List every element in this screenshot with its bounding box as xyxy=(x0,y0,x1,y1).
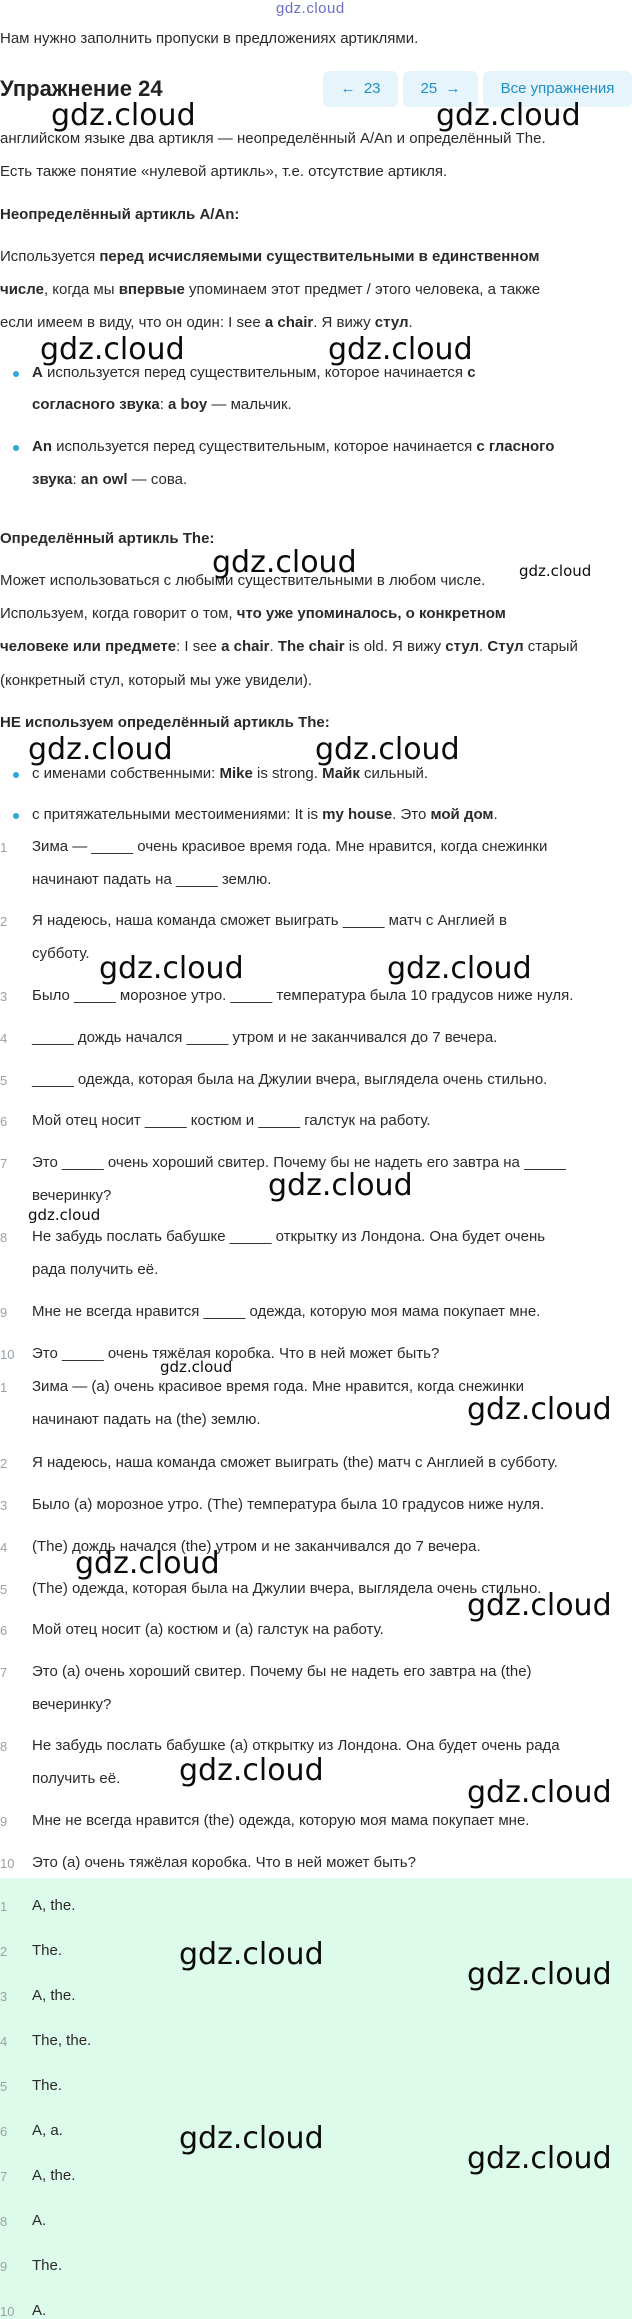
theory-paragraph: английском языке два артикля — неопределённый A/An и определённый The. xyxy=(0,130,546,147)
all-exercises-button[interactable]: Все упражнения xyxy=(483,71,632,107)
task-number: 6 xyxy=(0,1114,8,1129)
filled-text: получить её. xyxy=(32,1770,121,1787)
theory-paragraph: если имеем в виду, что он один: I see a chair. Я вижу стул. xyxy=(0,314,413,331)
answer-text: The. xyxy=(32,2257,63,2274)
watermark: gdz.cloud xyxy=(436,98,581,133)
task-text: Это _____ очень тяжёлая коробка. Что в ней может быть? xyxy=(32,1345,440,1362)
answer-number: 10 xyxy=(0,2304,15,2319)
answer-text: A, the. xyxy=(32,2167,76,2184)
bullet-dot xyxy=(13,445,19,451)
watermark: gdz.cloud xyxy=(179,2121,324,2156)
watermark: gdz.cloud xyxy=(212,545,357,580)
answer-number: 1 xyxy=(0,1899,8,1914)
task-text: Я надеюсь, наша команда сможет выиграть _____ матч с Англией в xyxy=(32,912,507,929)
task-text: _____ одежда, которая была на Джулии вчера, выглядела очень стильно. xyxy=(32,1071,548,1088)
prev-exercise-label: 23 xyxy=(363,80,381,97)
filled-text: Мне не всегда нравится (the) одежда, которую моя мама покупает мне. xyxy=(32,1812,530,1829)
no-definite-article-heading: НЕ используем определённый артикль The: xyxy=(0,714,330,731)
task-number: 1 xyxy=(0,840,8,855)
answer-text: A. xyxy=(32,2302,47,2319)
watermark: gdz.cloud xyxy=(387,951,532,986)
filled-number: 7 xyxy=(0,1665,8,1680)
answer-text: The, the. xyxy=(32,2032,92,2049)
watermark: gdz.cloud xyxy=(467,2141,612,2176)
watermark: gdz.cloud xyxy=(467,1957,612,1992)
task-text: субботу. xyxy=(32,945,90,962)
watermark: gdz.cloud xyxy=(467,1775,612,1810)
bullet-text: A используется перед существительным, которое начинается с xyxy=(32,364,476,381)
watermark: gdz.cloud xyxy=(28,1206,101,1224)
task-number: 7 xyxy=(0,1156,8,1171)
answer-text: A, the. xyxy=(32,1987,76,2004)
theory-paragraph: Используем, когда говорит о том, что уже упоминалось, о конкретном xyxy=(0,605,506,622)
answer-number: 2 xyxy=(0,1944,8,1959)
answer-number: 3 xyxy=(0,1989,8,2004)
answers-panel xyxy=(0,1878,632,2319)
filled-text: вечеринку? xyxy=(32,1696,112,1713)
answer-text: A, a. xyxy=(32,2122,63,2139)
bullet-text: с именами собственными: Mike is strong. Майк сильный. xyxy=(32,765,429,782)
filled-number: 8 xyxy=(0,1739,8,1754)
filled-text: Зима — (a) очень красивое время года. Мне нравится, когда снежинки xyxy=(32,1378,524,1395)
task-number: 9 xyxy=(0,1305,8,1320)
prev-exercise-button[interactable] xyxy=(323,71,398,107)
theory-paragraph: числе, когда мы впервые упоминаем этот предмет / этого человека, а также xyxy=(0,281,541,298)
watermark: gdz.cloud xyxy=(467,1392,612,1427)
bullet-dot xyxy=(13,772,19,778)
watermark: gdz.cloud xyxy=(179,1753,324,1788)
task-text: начинают падать на _____ землю. xyxy=(32,871,272,888)
watermark: gdz.cloud xyxy=(467,1588,612,1623)
filled-text: начинают падать на (the) землю. xyxy=(32,1411,261,1428)
task-text: Это _____ очень хороший свитер. Почему бы не надеть его завтра на _____ xyxy=(32,1154,566,1171)
task-number: 10 xyxy=(0,1347,15,1362)
watermark: gdz.cloud xyxy=(519,562,592,580)
answer-number: 9 xyxy=(0,2259,8,2274)
task-text: Мой отец носит _____ костюм и _____ галстук на работу. xyxy=(32,1112,431,1129)
task-number: 4 xyxy=(0,1031,8,1046)
watermark: gdz.cloud xyxy=(28,732,173,767)
filled-number: 9 xyxy=(0,1814,8,1829)
task-text: Зима — _____ очень красивое время года. Мне нравится, когда снежинки xyxy=(32,838,548,855)
indefinite-article-heading: Неопределённый артикль A/An: xyxy=(0,206,240,223)
bullet-text: с притяжательными местоимениями: It is my house. Это мой дом. xyxy=(32,806,498,823)
filled-text: Мой отец носит (a) костюм и (a) галстук на работу. xyxy=(32,1621,384,1638)
answer-text: A. xyxy=(32,2212,47,2229)
filled-number: 1 xyxy=(0,1380,8,1395)
task-number: 5 xyxy=(0,1073,8,1088)
watermark: gdz.cloud xyxy=(40,332,185,367)
filled-number: 10 xyxy=(0,1856,15,1871)
task-text: рада получить её. xyxy=(32,1261,159,1278)
bullet-dot xyxy=(13,813,19,819)
answer-number: 7 xyxy=(0,2169,8,2184)
filled-text: Я надеюсь, наша команда сможет выиграть (the) матч с Англией в субботу. xyxy=(32,1454,558,1471)
theory-paragraph: Есть также понятие «нулевой артикль», т.е. отсутствие артикля. xyxy=(0,163,448,180)
filled-text: Это (a) очень тяжёлая коробка. Что в ней может быть? xyxy=(32,1854,416,1871)
task-text: _____ дождь начался _____ утром и не заканчивался до 7 вечера. xyxy=(32,1029,498,1046)
filled-number: 5 xyxy=(0,1582,8,1597)
task-number: 8 xyxy=(0,1230,8,1245)
theory-paragraph: (конкретный стул, который мы уже увидели). xyxy=(0,672,313,689)
filled-text: Это (a) очень хороший свитер. Почему бы не надеть его завтра на (the) xyxy=(32,1663,532,1680)
filled-text: (The) дождь начался (the) утром и не заканчивался до 7 вечера. xyxy=(32,1538,481,1555)
intro-text: Нам нужно заполнить пропуски в предложениях артиклями. xyxy=(0,30,419,47)
site-logo[interactable]: gdz.cloud xyxy=(276,0,345,17)
watermark: gdz.cloud xyxy=(315,732,460,767)
task-text: Мне не всегда нравится _____ одежда, которую моя мама покупает мне. xyxy=(32,1303,541,1320)
filled-number: 2 xyxy=(0,1456,8,1471)
bullet-text: An используется перед существительным, которое начинается с гласного xyxy=(32,438,555,455)
answer-text: The. xyxy=(32,2077,63,2094)
exercise-title: Упражнение 24 xyxy=(0,76,163,101)
filled-text: Было (a) морозное утро. (The) температура была 10 градусов ниже нуля. xyxy=(32,1496,545,1513)
watermark: gdz.cloud xyxy=(179,1937,324,1972)
answer-number: 5 xyxy=(0,2079,8,2094)
watermark: gdz.cloud xyxy=(51,98,196,133)
task-text: Было _____ морозное утро. _____ температура была 10 градусов ниже нуля. xyxy=(32,987,574,1004)
filled-number: 3 xyxy=(0,1498,8,1513)
theory-paragraph: человеке или предмете: I see a chair. The chair is old. Я вижу стул. Стул старый xyxy=(0,638,578,655)
task-number: 2 xyxy=(0,914,8,929)
arrow-right-icon: → xyxy=(445,80,461,97)
task-number: 3 xyxy=(0,989,8,1004)
watermark: gdz.cloud xyxy=(268,1168,413,1203)
answer-number: 8 xyxy=(0,2214,8,2229)
answer-number: 6 xyxy=(0,2124,8,2139)
filled-number: 6 xyxy=(0,1623,8,1638)
watermark: gdz.cloud xyxy=(160,1358,233,1376)
bullet-text: звука: an owl — сова. xyxy=(32,471,188,488)
answer-number: 4 xyxy=(0,2034,8,2049)
answer-text: The. xyxy=(32,1942,63,1959)
filled-text: (The) одежда, которая была на Джулии вчера, выглядела очень стильно. xyxy=(32,1580,542,1597)
theory-paragraph: Может использоваться с любыми существительными в любом числе. xyxy=(0,572,486,589)
theory-paragraph: Используется перед исчисляемыми существительными в единственном xyxy=(0,248,540,265)
definite-article-heading: Определённый артикль The: xyxy=(0,530,215,547)
next-exercise-button[interactable] xyxy=(403,71,478,107)
filled-number: 4 xyxy=(0,1540,8,1555)
next-exercise-label: 25 xyxy=(420,80,438,97)
bullet-dot xyxy=(13,371,19,377)
answer-text: A, the. xyxy=(32,1897,76,1914)
filled-text: Не забудь послать бабушке (a) открытку из Лондона. Она будет очень рада xyxy=(32,1737,560,1754)
arrow-left-icon: ← xyxy=(340,80,356,97)
bullet-text: согласного звука: a boy — мальчик. xyxy=(32,396,292,413)
watermark: gdz.cloud xyxy=(99,951,244,986)
task-text: Не забудь послать бабушке _____ открытку из Лондона. Она будет очень xyxy=(32,1228,546,1245)
task-text: вечеринку? xyxy=(32,1187,112,1204)
watermark: gdz.cloud xyxy=(328,332,473,367)
watermark: gdz.cloud xyxy=(75,1546,220,1581)
